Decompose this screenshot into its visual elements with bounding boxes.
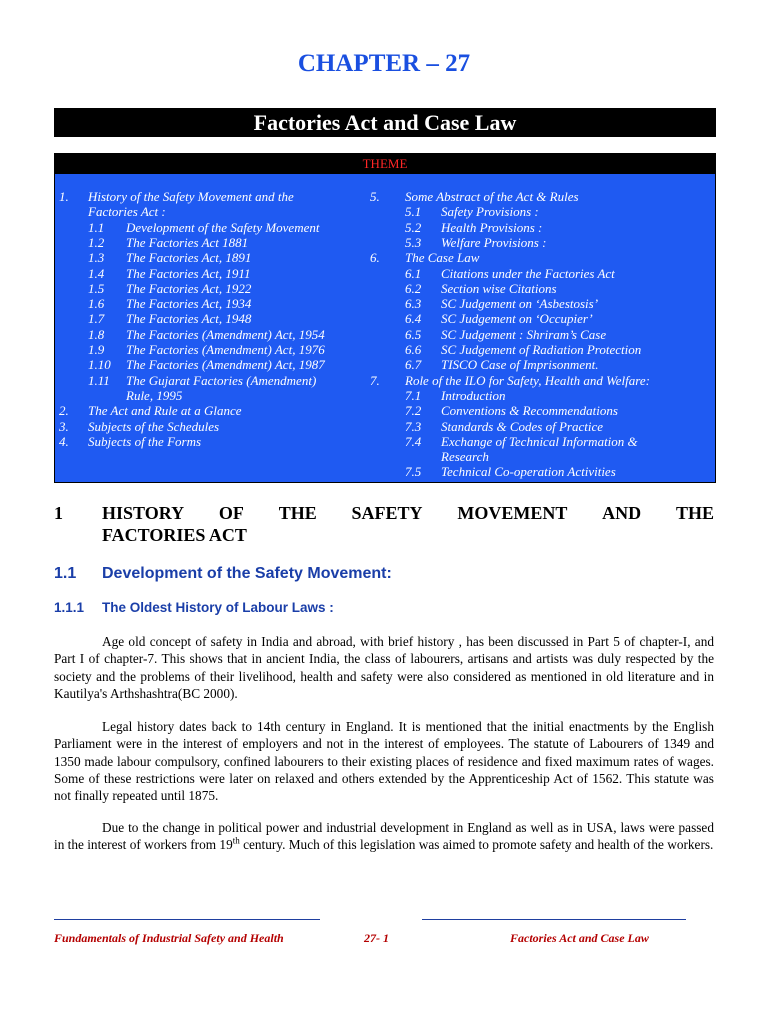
theme-item-label: Section wise Citations bbox=[441, 280, 557, 296]
theme-item-number: 6.3 bbox=[405, 296, 422, 312]
paragraph-2: Legal history dates back to 14th century in England. It is mentioned that the initial enactments by the English Parliament were in the interest of employers and not in the interest of employees. The statute of Labourers of 1349 and 1350 made labour compulsory, confined labourers to their existing places of residence and fixed maximum rates of wages. Some of these restrictions were later on relaxed and others extended by the Apprenticeship Act of 1562. This statute was not finally repeated until 1875. bbox=[54, 719, 714, 804]
theme-item-number: 2. bbox=[59, 403, 69, 419]
theme-item-label: Technical Co-operation Activities bbox=[441, 464, 616, 480]
theme-item-label: The Factories Act 1881 bbox=[126, 234, 249, 250]
footer-page-number: 27- 1 bbox=[364, 931, 389, 945]
section-1-1-1-number: 1.1.1 bbox=[54, 600, 85, 615]
theme-item-number: 7.3 bbox=[405, 418, 422, 434]
theme-item-number: 5.1 bbox=[405, 204, 422, 220]
theme-item-number: 5.2 bbox=[405, 219, 422, 235]
theme-item-label: History of the Safety Movement and the bbox=[88, 189, 294, 204]
theme-item-number: 1.4 bbox=[88, 265, 105, 281]
section-1-title-word: OF bbox=[218, 503, 244, 523]
theme-item-number: 6.2 bbox=[405, 280, 422, 296]
theme-item-number: 7.5 bbox=[405, 464, 422, 480]
theme-item-label: Citations under the Factories Act bbox=[441, 265, 615, 281]
theme-item-label: Development of the Safety Movement bbox=[126, 219, 320, 235]
paragraph-3-part-b: century. Much of this legislation was aimed to promote safety and health of the workers. bbox=[239, 837, 714, 853]
theme-item-number: 3. bbox=[59, 418, 69, 434]
section-1-title-line2: FACTORIES ACT bbox=[102, 525, 247, 545]
section-1-title-word: THE bbox=[675, 503, 714, 523]
theme-item-label: The Factories (Amendment) Act, 1987 bbox=[126, 357, 325, 373]
theme-item-label: The Gujarat Factories (Amendment) bbox=[126, 372, 317, 388]
footer-book-title: Fundamentals of Industrial Safety and Health bbox=[54, 931, 284, 945]
theme-item-number: 6.4 bbox=[405, 311, 422, 327]
section-1-title-word: AND bbox=[602, 503, 642, 523]
section-1-title-word: SAFETY bbox=[351, 503, 423, 523]
paragraph-1: Age old concept of safety in India and abroad, with brief history , has been discussed in Part 5 of chapter-I, and Part I of chapter-7. This shows that in ancient India, the class of labourers, artisans and artists was duly respected by the society and the problems of their livelihood, health and safety were also considered as mentioned in old literature and in Kautilya's Arthshashtra(BC 2000). bbox=[54, 634, 714, 701]
theme-item-number: 1.2 bbox=[88, 234, 105, 250]
theme-item-number: 7.2 bbox=[405, 403, 422, 419]
theme-item-number: 1.11 bbox=[88, 372, 110, 388]
theme-item-number: 1.6 bbox=[88, 296, 105, 312]
section-1-title-word: MOVEMENT bbox=[457, 503, 568, 523]
theme-item-number: 1.8 bbox=[88, 326, 105, 342]
theme-item-label: The Factories Act, 1934 bbox=[126, 296, 252, 312]
theme-item-label: SC Judgement on ‘Asbestosis’ bbox=[441, 296, 599, 312]
theme-item-label: Research bbox=[441, 449, 489, 465]
theme-item-label: Health Provisions : bbox=[441, 219, 543, 235]
section-1-number: 1 bbox=[54, 503, 63, 523]
section-1-1-title: Development of the Safety Movement: bbox=[102, 565, 392, 582]
paragraph-3-part-a: Due to the change in political power and industrial development in England as well as in USA, laws were passed in the interest of workers from 19 bbox=[54, 820, 714, 853]
theme-item-label: SC Judgement on ‘Occupier’ bbox=[441, 311, 593, 327]
theme-item-label: The Case Law bbox=[405, 250, 480, 266]
theme-item-number: 5.3 bbox=[405, 234, 422, 250]
theme-item-number: 1.5 bbox=[88, 280, 105, 296]
theme-item-label: Safety Provisions : bbox=[441, 204, 539, 220]
theme-item-label: Introduction bbox=[441, 387, 506, 403]
section-1-1-heading bbox=[54, 565, 392, 583]
theme-item-label: Role of the ILO for Safety, Health and Welfare: bbox=[405, 372, 650, 388]
section-1-heading bbox=[54, 502, 714, 546]
theme-item-number: 7.4 bbox=[405, 433, 422, 449]
theme-item-number: 5. bbox=[370, 189, 380, 204]
theme-item-number: 4. bbox=[59, 433, 69, 449]
footer-rule-right bbox=[422, 919, 686, 920]
theme-item-number: 1.1 bbox=[88, 219, 105, 235]
theme-item-number: 1. bbox=[59, 189, 69, 204]
chapter-heading: CHAPTER – 27 bbox=[297, 50, 471, 77]
section-1-1-1-title: The Oldest History of Labour Laws : bbox=[102, 600, 334, 615]
theme-item-number: 1.10 bbox=[88, 357, 111, 373]
theme-label: THEME bbox=[362, 156, 408, 171]
theme-item-number: 6.6 bbox=[405, 342, 422, 357]
theme-item-label: The Factories Act, 1911 bbox=[126, 265, 251, 281]
section-1-1-number: 1.1 bbox=[54, 565, 77, 582]
theme-item-label: Subjects of the Forms bbox=[88, 433, 202, 449]
theme-item-label: SC Judgement of Radiation Protection bbox=[441, 342, 642, 357]
theme-item-number: 1.9 bbox=[88, 342, 105, 357]
paragraph-3 bbox=[54, 819, 714, 854]
theme-item-number: 7. bbox=[370, 372, 380, 388]
theme-item-label: Rule, 1995 bbox=[126, 387, 183, 403]
theme-item-label: TISCO Case of Imprisonment. bbox=[441, 357, 599, 373]
theme-box bbox=[54, 153, 716, 483]
theme-item-label: Subjects of the Schedules bbox=[88, 418, 220, 434]
section-1-1-1-heading bbox=[54, 600, 334, 615]
theme-item-label: The Factories Act, 1891 bbox=[126, 250, 252, 266]
theme-item-label: The Factories Act, 1948 bbox=[126, 311, 252, 327]
theme-item-number: 6.1 bbox=[405, 265, 422, 281]
theme-item-label: SC Judgement : Shriram’s Case bbox=[441, 326, 607, 342]
theme-item-number: 6.5 bbox=[405, 326, 422, 342]
theme-item-label: The Factories Act, 1922 bbox=[126, 280, 252, 296]
superscript-th: th bbox=[232, 835, 240, 846]
footer-chapter-title: Factories Act and Case Law bbox=[510, 931, 649, 945]
section-1-title-line1 bbox=[102, 502, 714, 524]
theme-item-number: 7.1 bbox=[405, 387, 422, 403]
theme-item-label: Exchange of Technical Information & bbox=[441, 433, 638, 449]
theme-item-number: 6.7 bbox=[405, 357, 422, 373]
theme-item-number: 6. bbox=[370, 250, 380, 266]
theme-header bbox=[55, 154, 715, 174]
theme-item-label: Standards & Codes of Practice bbox=[441, 418, 604, 434]
theme-item-label: Factories Act : bbox=[88, 204, 166, 220]
theme-item-number: 1.3 bbox=[88, 250, 105, 266]
theme-item-label: The Factories (Amendment) Act, 1954 bbox=[126, 326, 325, 342]
theme-item-number: 1.7 bbox=[88, 311, 105, 327]
theme-item-label: Welfare Provisions : bbox=[441, 234, 547, 250]
section-1-title-word: HISTORY bbox=[102, 503, 185, 523]
theme-item-label: Conventions & Recommendations bbox=[441, 403, 618, 419]
theme-item-label: The Act and Rule at a Glance bbox=[88, 403, 242, 419]
footer-rule-left bbox=[54, 919, 320, 920]
theme-item-label: Some Abstract of the Act & Rules bbox=[405, 189, 579, 204]
section-1-title-word: THE bbox=[278, 503, 317, 523]
theme-item-label: The Factories (Amendment) Act, 1976 bbox=[126, 342, 325, 357]
chapter-title: Factories Act and Case Law bbox=[54, 108, 716, 137]
